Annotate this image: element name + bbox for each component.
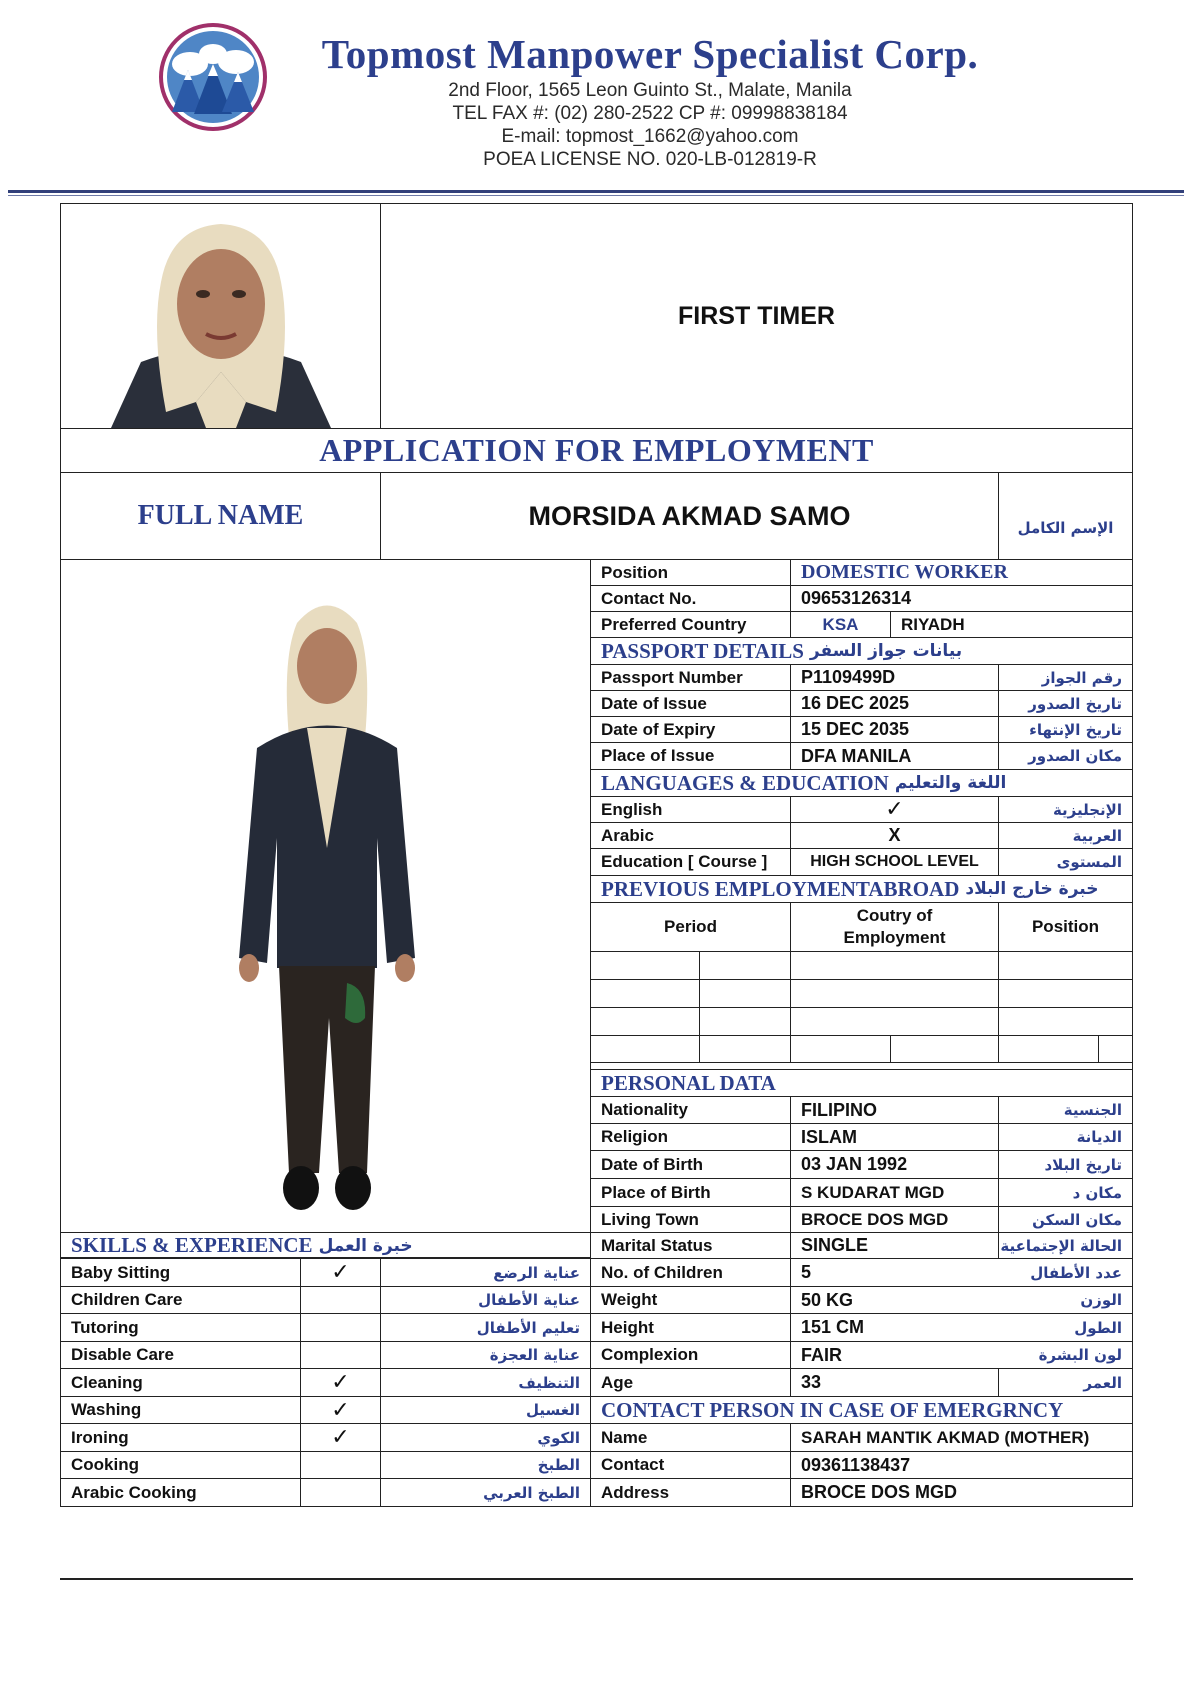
full-name-value: MORSIDA AKMAD SAMO — [528, 500, 851, 531]
letterhead-divider — [8, 190, 1184, 193]
employment-cell — [998, 951, 1133, 980]
applicant-status-cell — [380, 203, 1133, 429]
full-name-arabic-label: الإسم الكامل — [1017, 519, 1114, 537]
age-label: Age — [590, 1368, 791, 1397]
employment-cell — [998, 1035, 1099, 1063]
place-of-issue-label: Place of Issue — [590, 742, 791, 770]
contact-person-address-value: BROCE DOS MGD — [790, 1478, 1133, 1507]
contact-person-address-label: Address — [590, 1478, 791, 1507]
preferred-country-value: KSA — [790, 611, 891, 638]
preferred-country-label: Preferred Country — [590, 611, 791, 638]
passport-header-text: PASSPORT DETAILS — [601, 638, 804, 663]
contact-person-header: CONTACT PERSON IN CASE OF EMERGRNCY — [590, 1396, 1133, 1424]
age-value: 33 — [790, 1368, 999, 1397]
languages-header-text: LANGUAGES & EDUCATION — [601, 770, 889, 795]
complexion-label: Complexion — [590, 1341, 791, 1369]
place-of-issue-value: DFA MANILA — [790, 742, 999, 770]
nationality-value: FILIPINO — [790, 1096, 999, 1124]
place-of-birth-arabic: مكان د — [998, 1178, 1133, 1207]
marital-status-arabic: الحالة الإجتماعية — [998, 1232, 1133, 1259]
contact-no-value: 09653126314 — [790, 585, 1133, 612]
skills-section-header — [60, 1232, 591, 1259]
place-of-birth-label: Place of Birth — [590, 1178, 791, 1207]
company-name: Topmost Manpower Specialist Corp. — [321, 31, 979, 77]
skill-cleaning-arabic: التنظيف — [380, 1368, 591, 1397]
passport-number-value: P1109499D — [790, 664, 999, 691]
passport-header-arabic: بيانات جواز السفر — [809, 641, 963, 661]
skill-arabic-cooking-check-icon — [300, 1478, 381, 1507]
children-count-label: No. of Children — [590, 1258, 791, 1287]
position-value: DOMESTIC WORKER — [790, 559, 1133, 586]
skills-header-arabic: خبرة العمل — [318, 1235, 413, 1256]
previous-employment-header — [590, 875, 1133, 903]
employment-cell — [590, 951, 700, 980]
employment-cell — [890, 1035, 999, 1063]
preferred-city-value: RIYADH — [890, 611, 1133, 638]
living-town-value: BROCE DOS MGD — [790, 1206, 999, 1233]
letterhead — [0, 0, 1191, 200]
employment-cell — [790, 1035, 891, 1063]
date-of-expiry-value: 15 DEC 2035 — [790, 716, 999, 743]
nationality-arabic: الجنسية — [998, 1096, 1133, 1124]
employment-cell — [699, 1007, 791, 1036]
portrait-photo-cell — [60, 203, 381, 429]
country-column-header: Coutry of Employment — [790, 902, 999, 952]
skill-tutoring-arabic: تعليم الأطفال — [380, 1313, 591, 1342]
form-title-cell — [60, 428, 1133, 473]
date-of-expiry-arabic: تاريخ الإنتهاء — [998, 716, 1133, 743]
skill-cooking-check-icon — [300, 1451, 381, 1479]
skill-baby-sitting-check-icon: ✓ — [300, 1258, 381, 1287]
skill-cleaning-label: Cleaning — [60, 1368, 301, 1397]
skill-washing-arabic: الغسيل — [380, 1396, 591, 1424]
skill-baby-sitting-label: Baby Sitting — [60, 1258, 301, 1287]
skill-children-care-label: Children Care — [60, 1286, 301, 1314]
skill-washing-label: Washing — [60, 1396, 301, 1424]
english-arabic: الإنجليزية — [998, 796, 1133, 823]
languages-header-arabic: اللغة والتعليم — [894, 773, 1007, 793]
skill-baby-sitting-arabic: عناية الرضع — [380, 1258, 591, 1287]
height-value: 151 CM — [790, 1313, 1133, 1342]
full-body-photo-cell — [60, 559, 591, 1258]
marital-status-label: Marital Status — [590, 1232, 791, 1259]
languages-section-header — [590, 769, 1133, 797]
footer-divider — [60, 1578, 1133, 1580]
children-count-arabic: عدد الأطفال — [998, 1258, 1133, 1287]
children-count-value: 5 — [790, 1258, 1133, 1287]
arabic-value: X — [790, 822, 999, 849]
full-body-photo — [227, 588, 427, 1228]
arabic-arabic: العربية — [998, 822, 1133, 849]
full-name-label: FULL NAME — [137, 500, 304, 531]
skill-tutoring-label: Tutoring — [60, 1313, 301, 1342]
previous-employment-header-text: PREVIOUS EMPLOYMENTABROAD — [601, 876, 960, 901]
education-arabic: المستوى — [998, 848, 1133, 876]
arabic-label: Arabic — [590, 822, 791, 849]
company-license: POEA LICENSE NO. 020-LB-012819-R — [483, 149, 817, 170]
company-address: 2nd Floor, 1565 Leon Guinto St., Malate, Manila — [448, 80, 852, 101]
contact-person-name-label: Name — [590, 1423, 791, 1452]
skill-disable-care-arabic: عناية العجزة — [380, 1341, 591, 1369]
employment-cell — [790, 1007, 999, 1036]
employment-cell — [699, 951, 791, 980]
place-of-birth-value: S KUDARAT MGD — [790, 1178, 999, 1207]
date-of-issue-arabic: تاريخ الصدور — [998, 690, 1133, 717]
employment-cell — [590, 979, 700, 1008]
employment-cell — [590, 1007, 700, 1036]
english-label: English — [590, 796, 791, 823]
skill-cleaning-check-icon: ✓ — [300, 1368, 381, 1397]
date-of-birth-value: 03 JAN 1992 — [790, 1150, 999, 1179]
education-label: Education [ Course ] — [590, 848, 791, 876]
skill-children-care-arabic: عناية الأطفال — [380, 1286, 591, 1314]
living-town-label: Living Town — [590, 1206, 791, 1233]
applicant-status: FIRST TIMER — [678, 301, 835, 330]
employment-cell — [699, 1035, 791, 1063]
previous-employment-header-arabic: خبرة خارج البلاد — [965, 879, 1099, 899]
date-of-birth-arabic: تاريخ البلاد — [998, 1150, 1133, 1179]
employment-cell — [699, 979, 791, 1008]
skill-children-care-check-icon — [300, 1286, 381, 1314]
skill-disable-care-check-icon — [300, 1341, 381, 1369]
application-form — [60, 203, 1133, 1539]
date-of-issue-label: Date of Issue — [590, 690, 791, 717]
employment-cell — [590, 1035, 700, 1063]
skills-header-text: SKILLS & EXPERIENCE — [71, 1233, 313, 1257]
company-telfax: TEL FAX #: (02) 280-2522 CP #: 09998838184 — [452, 103, 848, 124]
english-check-icon: ✓ — [790, 796, 999, 823]
employment-cell — [790, 951, 999, 980]
skill-arabic-cooking-label: Arabic Cooking — [60, 1478, 301, 1507]
position-column-header: Position — [998, 902, 1133, 952]
skill-disable-care-label: Disable Care — [60, 1341, 301, 1369]
employment-cell — [998, 1007, 1133, 1036]
age-arabic: العمر — [998, 1368, 1133, 1397]
full-name-label-cell — [60, 472, 381, 560]
place-of-issue-arabic: مكان الصدور — [998, 742, 1133, 770]
religion-arabic: الديانة — [998, 1123, 1133, 1151]
weight-label: Weight — [590, 1286, 791, 1314]
skill-arabic-cooking-arabic: الطبخ العربي — [380, 1478, 591, 1507]
passport-number-arabic: رقم الجواز — [998, 664, 1133, 691]
full-name-arabic-cell — [998, 472, 1133, 560]
skill-ironing-arabic: الكوي — [380, 1423, 591, 1452]
living-town-arabic: مكان السكن — [998, 1206, 1133, 1233]
marital-status-value: SINGLE — [790, 1232, 999, 1259]
position-label: Position — [590, 559, 791, 586]
contact-no-label: Contact No. — [590, 585, 791, 612]
employment-cell — [790, 979, 999, 1008]
height-label: Height — [590, 1313, 791, 1342]
form-title: APPLICATION FOR EMPLOYMENT — [319, 432, 874, 468]
period-column-header: Period — [590, 902, 791, 952]
passport-number-label: Passport Number — [590, 664, 791, 691]
date-of-expiry-label: Date of Expiry — [590, 716, 791, 743]
height-arabic: الطول — [998, 1313, 1133, 1342]
religion-value: ISLAM — [790, 1123, 999, 1151]
skill-ironing-label: Ironing — [60, 1423, 301, 1452]
full-name-value-cell — [380, 472, 999, 560]
weight-arabic: الوزن — [998, 1286, 1133, 1314]
skill-washing-check-icon: ✓ — [300, 1396, 381, 1424]
employment-cell — [998, 979, 1133, 1008]
employment-cell — [1098, 1035, 1133, 1063]
date-of-birth-label: Date of Birth — [590, 1150, 791, 1179]
complexion-arabic: لون البشرة — [998, 1341, 1133, 1369]
company-email: E-mail: topmost_1662@yahoo.com — [501, 126, 799, 147]
weight-value: 50 KG — [790, 1286, 1133, 1314]
skill-cooking-arabic: الطبخ — [380, 1451, 591, 1479]
personal-data-header: PERSONAL DATA — [590, 1069, 1133, 1097]
nationality-label: Nationality — [590, 1096, 791, 1124]
company-logo — [158, 22, 268, 132]
education-value: HIGH SCHOOL LEVEL — [790, 848, 999, 876]
portrait-photo — [71, 212, 371, 428]
contact-person-contact-label: Contact — [590, 1451, 791, 1479]
complexion-value: FAIR — [790, 1341, 1133, 1369]
skill-cooking-label: Cooking — [60, 1451, 301, 1479]
letterhead-divider-thin — [8, 195, 1184, 196]
contact-person-name-value: SARAH MANTIK AKMAD (MOTHER) — [790, 1423, 1133, 1452]
contact-person-contact-value: 09361138437 — [790, 1451, 1133, 1479]
skill-tutoring-check-icon — [300, 1313, 381, 1342]
passport-section-header — [590, 637, 1133, 665]
religion-label: Religion — [590, 1123, 791, 1151]
skill-ironing-check-icon: ✓ — [300, 1423, 381, 1452]
date-of-issue-value: 16 DEC 2025 — [790, 690, 999, 717]
